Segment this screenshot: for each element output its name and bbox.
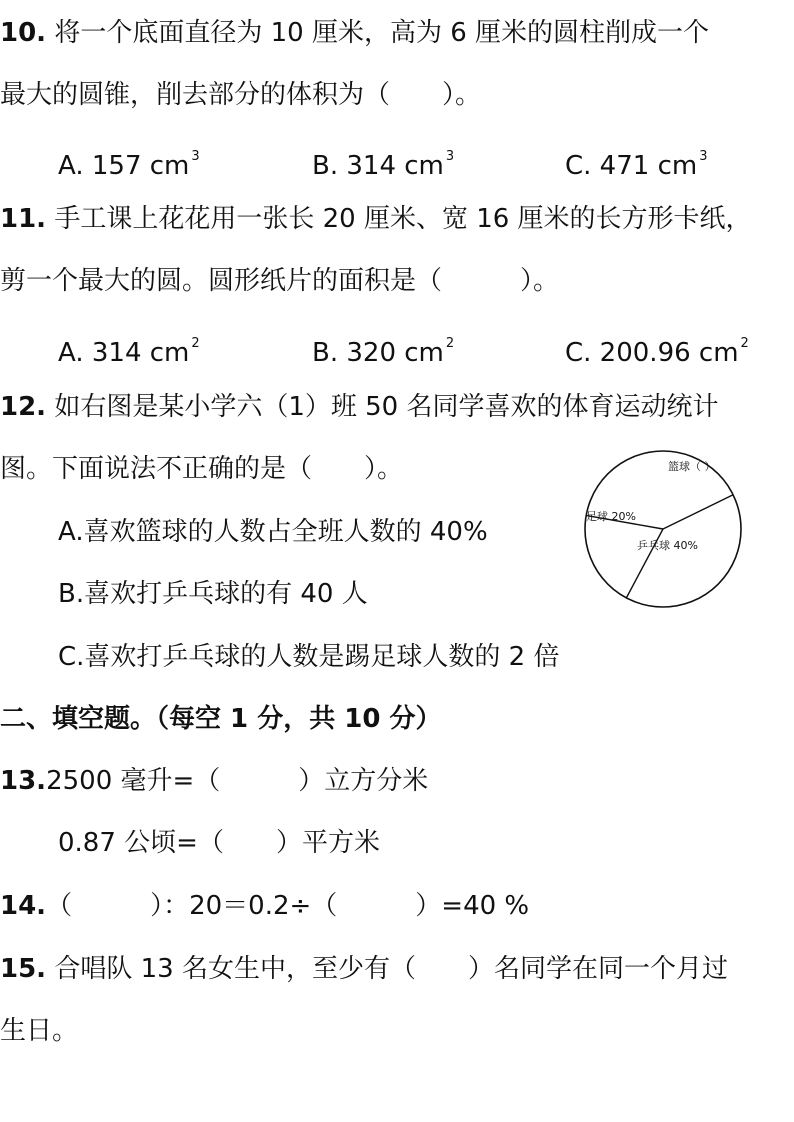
exponent: 2 <box>740 336 749 351</box>
q10-text-1: 将一个底面直径为 10 厘米，高为 6 厘米的圆柱削成一个 <box>54 18 710 48</box>
q10-option-c[interactable] <box>565 140 707 183</box>
q10-option-a[interactable] <box>58 140 200 183</box>
exponent: 3 <box>191 149 200 164</box>
q12-option-c[interactable]: C.喜欢打乒乓球的人数是踢足球人数的 2 倍 <box>58 642 560 672</box>
q14-number: 14. <box>0 891 47 921</box>
q10-option-b[interactable] <box>312 140 454 183</box>
pie-label-football: 足球 20% <box>586 510 636 523</box>
q13-text-1: 2500 毫升=（ ）立方分米 <box>46 766 429 796</box>
q10-option-c-text: C. 471 cm <box>565 151 698 181</box>
exponent: 2 <box>445 336 455 351</box>
q11-option-a[interactable] <box>58 327 200 370</box>
q13-line2: 0.87 公顷=（ ）平方米 <box>58 828 380 858</box>
q10-line2: 最大的圆锥，削去部分的体积为（ ）。 <box>0 80 482 110</box>
q11-option-a-text: A. 314 cm <box>58 338 190 368</box>
q11-line1 <box>0 202 752 236</box>
q12-line2: 图。下面说法不正确的是（ ）。 <box>0 454 404 484</box>
q13-line1 <box>0 764 428 798</box>
exponent: 2 <box>191 336 200 351</box>
q12-option-a[interactable]: A.喜欢篮球的人数占全班人数的 40% <box>58 517 488 547</box>
q11-number: 11. <box>0 204 47 234</box>
q14-line1 <box>0 889 529 923</box>
q11-option-c[interactable] <box>565 327 749 370</box>
q11-option-b[interactable] <box>312 327 454 370</box>
q12-text-1: 如右图是某小学六（1）班 50 名同学喜欢的体育运动统计 <box>54 392 719 422</box>
q12-option-b[interactable]: B.喜欢打乒乓球的有 40 人 <box>58 579 368 609</box>
q11-text-1: 手工课上花花用一张长 20 厘米、宽 16 厘米的长方形卡纸， <box>54 204 752 234</box>
q15-number: 15. <box>0 954 47 984</box>
q10-option-b-text: B. 314 cm <box>312 151 444 181</box>
q15-text-1: 合唱队 13 名女生中，至少有（ ）名同学在同一个月过 <box>54 954 728 984</box>
q13-number: 13. <box>0 766 47 796</box>
q10-line1 <box>0 16 709 50</box>
q12-line1 <box>0 390 718 424</box>
q10-option-a-text: A. 157 cm <box>58 151 190 181</box>
exponent: 3 <box>699 149 708 164</box>
q11-option-c-text: C. 200.96 cm <box>565 338 739 368</box>
q15-line2: 生日。 <box>0 1016 79 1046</box>
q11-option-b-text: B. 320 cm <box>312 338 444 368</box>
section-title-fill-in: 二、填空题。（每空 1 分，共 10 分） <box>0 704 442 734</box>
q14-text-1: （ ）：20＝0.2÷（ ）=40 % <box>46 891 530 921</box>
pie-chart <box>582 448 744 610</box>
exponent: 3 <box>445 149 455 164</box>
pie-label-basketball: 篮球（ ） <box>668 460 716 473</box>
pie-divider-1 <box>663 495 733 529</box>
q10-number: 10. <box>0 18 47 48</box>
pie-label-pingpong: 乒乓球 40% <box>637 539 698 552</box>
q12-number: 12. <box>0 392 47 422</box>
q15-line1 <box>0 952 728 986</box>
q11-line2: 剪一个最大的圆。圆形纸片的面积是（ ）。 <box>0 266 560 296</box>
